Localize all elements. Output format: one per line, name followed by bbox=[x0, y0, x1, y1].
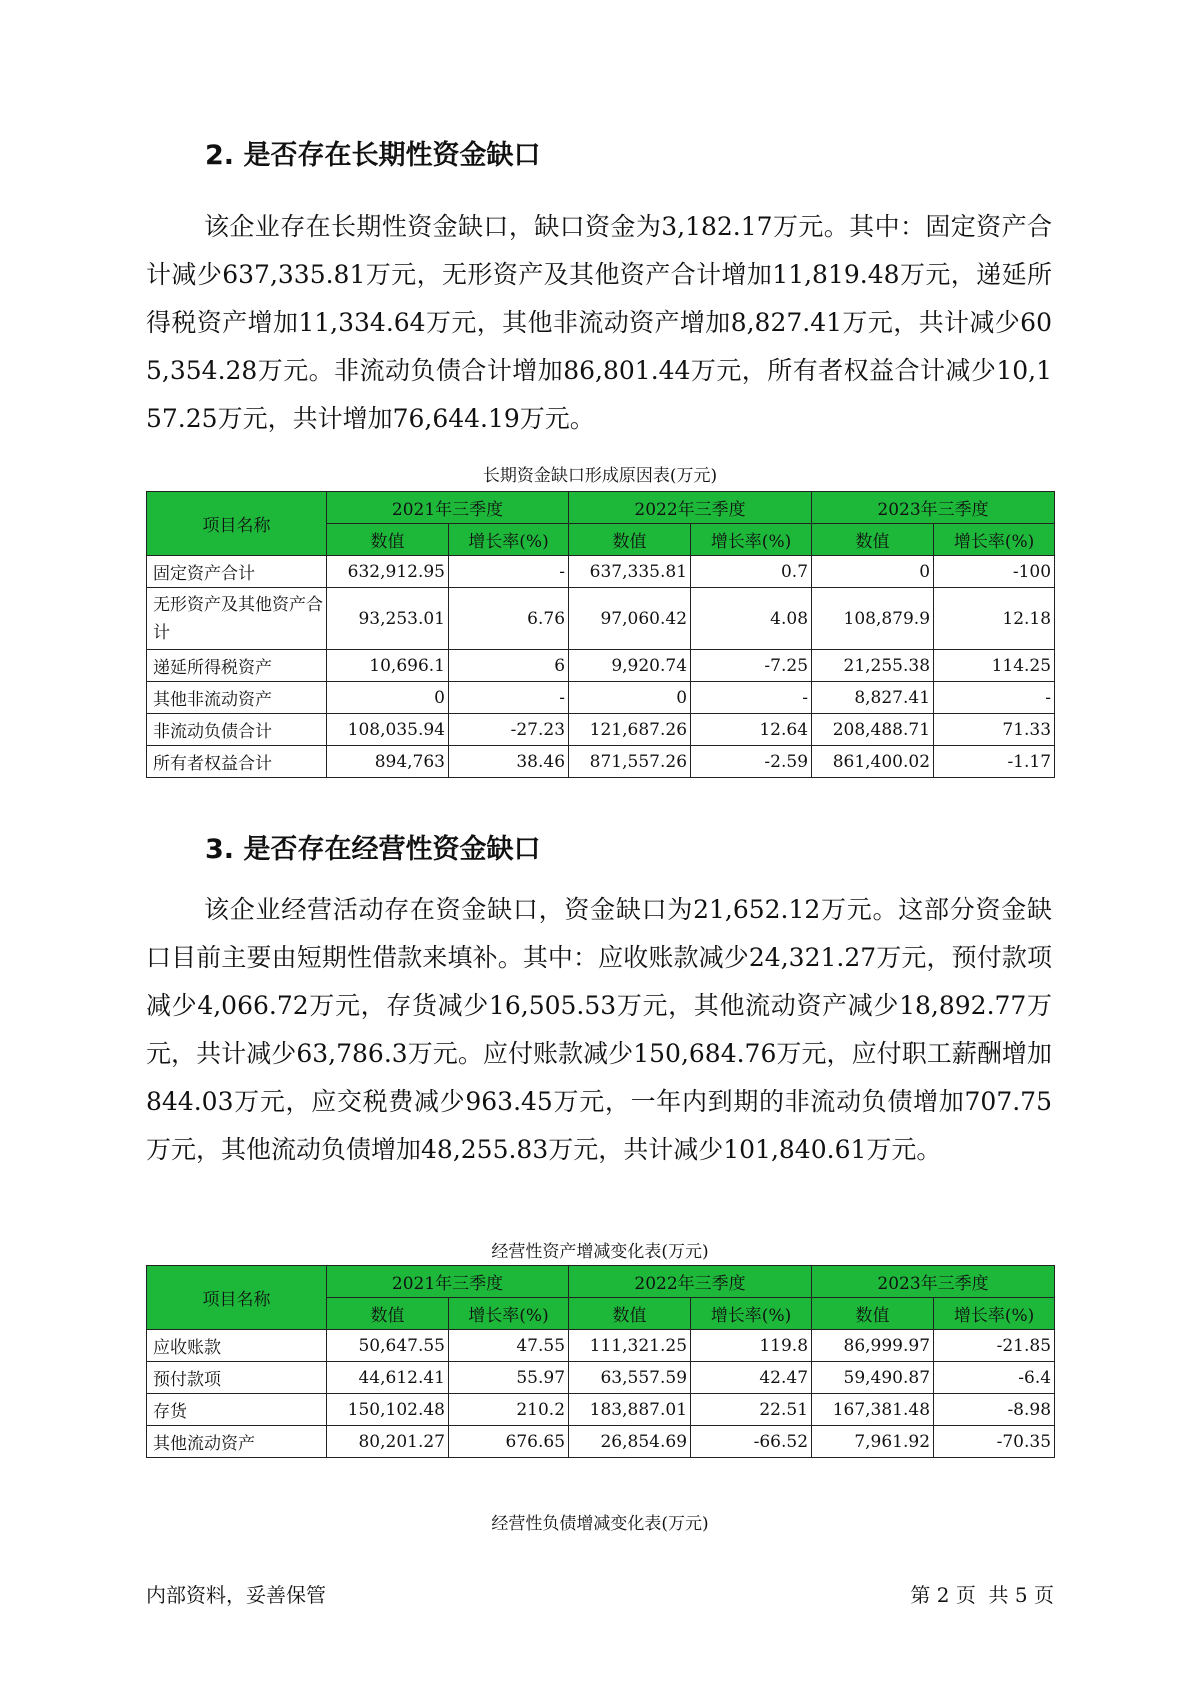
table-cell: 86,999.97 bbox=[812, 1330, 934, 1362]
table-cell: 97,060.42 bbox=[569, 588, 691, 650]
row-label: 固定资产合计 bbox=[147, 556, 327, 588]
header-project-name: 项目名称 bbox=[147, 1266, 327, 1330]
table-cell: 167,381.48 bbox=[812, 1394, 934, 1426]
table-cell: 183,887.01 bbox=[569, 1394, 691, 1426]
table-cell: 12.64 bbox=[691, 714, 812, 746]
table-cell: 22.51 bbox=[691, 1394, 812, 1426]
table-cell: 637,335.81 bbox=[569, 556, 691, 588]
table-cell: 63,557.59 bbox=[569, 1362, 691, 1394]
header-growth-rate: 增长率(%) bbox=[934, 1298, 1055, 1330]
table3-caption: 经营性负债增减变化表(万元) bbox=[491, 1514, 709, 1534]
table-cell: 42.47 bbox=[691, 1362, 812, 1394]
header-period: 2021年三季度 bbox=[327, 492, 569, 524]
section3-paragraph: 该企业经营活动存在资金缺口，资金缺口为21,652.12万元。这部分资金缺口目前主要由短期性借款来填补。其中：应收账款减少24,321.27万元，预付款项减少4,066.72万元，存货减少16,505.53万元，其他流动资产减少18,892.77万元，共计减少63,786.3万元。应付账款减少150,684.76万元，应付职工薪酬增加844.03万元，应交税费减少963.45万元，一年内到期的非流动负债增加707.75万元，其他流动负债增加48,255.83万元，共计减少101,840.61万元。 bbox=[146, 895, 1052, 1164]
table1 bbox=[146, 491, 1055, 778]
header-growth-rate: 增长率(%) bbox=[934, 524, 1055, 556]
table-row bbox=[147, 556, 1055, 588]
table-cell: 0 bbox=[327, 682, 449, 714]
table-cell: - bbox=[691, 682, 812, 714]
table-cell: 7,961.92 bbox=[812, 1426, 934, 1458]
table-cell: 676.65 bbox=[449, 1426, 569, 1458]
table-cell: 210.2 bbox=[449, 1394, 569, 1426]
table-cell: 111,321.25 bbox=[569, 1330, 691, 1362]
table-row bbox=[147, 588, 1055, 650]
table-cell: 4.08 bbox=[691, 588, 812, 650]
table2-caption: 经营性资产增减变化表(万元) bbox=[491, 1242, 709, 1262]
table-cell: 6.76 bbox=[449, 588, 569, 650]
section3-heading: 3. 是否存在经营性资金缺口 bbox=[205, 834, 541, 865]
table-cell: 71.33 bbox=[934, 714, 1055, 746]
header-value: 数值 bbox=[327, 524, 449, 556]
table-row bbox=[147, 1394, 1055, 1426]
table-cell: -66.52 bbox=[691, 1426, 812, 1458]
row-label: 无形资产及其他资产合计 bbox=[147, 588, 327, 650]
table-cell: 9,920.74 bbox=[569, 650, 691, 682]
footer-page-number: 第 2 页 共 5 页 bbox=[910, 1583, 1054, 1607]
table-cell: 861,400.02 bbox=[812, 746, 934, 778]
table-cell: -6.4 bbox=[934, 1362, 1055, 1394]
table-cell: 80,201.27 bbox=[327, 1426, 449, 1458]
table-cell: - bbox=[449, 556, 569, 588]
row-label: 非流动负债合计 bbox=[147, 714, 327, 746]
table-cell: 47.55 bbox=[449, 1330, 569, 1362]
table-cell: 55.97 bbox=[449, 1362, 569, 1394]
table-cell: 150,102.48 bbox=[327, 1394, 449, 1426]
header-value: 数值 bbox=[569, 524, 691, 556]
table-cell: 894,763 bbox=[327, 746, 449, 778]
header-growth-rate: 增长率(%) bbox=[691, 524, 812, 556]
header-value: 数值 bbox=[327, 1298, 449, 1330]
table-cell: 108,879.9 bbox=[812, 588, 934, 650]
row-label: 递延所得税资产 bbox=[147, 650, 327, 682]
table-cell: 50,647.55 bbox=[327, 1330, 449, 1362]
header-project-name: 项目名称 bbox=[147, 492, 327, 556]
header-growth-rate: 增长率(%) bbox=[449, 524, 569, 556]
table-row bbox=[147, 714, 1055, 746]
table-cell: 114.25 bbox=[934, 650, 1055, 682]
header-period: 2022年三季度 bbox=[569, 492, 812, 524]
table-cell: -1.17 bbox=[934, 746, 1055, 778]
table-row bbox=[147, 650, 1055, 682]
header-period: 2023年三季度 bbox=[812, 1266, 1055, 1298]
header-value: 数值 bbox=[569, 1298, 691, 1330]
table-cell: 10,696.1 bbox=[327, 650, 449, 682]
table-cell: - bbox=[934, 682, 1055, 714]
table-cell: 0 bbox=[569, 682, 691, 714]
table-cell: -100 bbox=[934, 556, 1055, 588]
section2-paragraph: 该企业存在长期性资金缺口，缺口资金为3,182.17万元。其中：固定资产合计减少637,335.81万元，无形资产及其他资产合计增加11,819.48万元，递延所得税资产增加11,334.64万元，其他非流动资产增加8,827.41万元，共计减少605,354.28万元。非流动负债合计增加86,801.44万元，所有者权益合计减少10,157.25万元，共计增加76,644.19万元。 bbox=[146, 212, 1052, 433]
header-growth-rate: 增长率(%) bbox=[691, 1298, 812, 1330]
header-value: 数值 bbox=[812, 524, 934, 556]
row-label: 预付款项 bbox=[147, 1362, 327, 1394]
table-cell: 108,035.94 bbox=[327, 714, 449, 746]
table-cell: 6 bbox=[449, 650, 569, 682]
row-label: 其他非流动资产 bbox=[147, 682, 327, 714]
table-cell: -27.23 bbox=[449, 714, 569, 746]
table-cell: 12.18 bbox=[934, 588, 1055, 650]
table-cell: 8,827.41 bbox=[812, 682, 934, 714]
table-cell: 38.46 bbox=[449, 746, 569, 778]
table-row bbox=[147, 1426, 1055, 1458]
row-label: 存货 bbox=[147, 1394, 327, 1426]
table1-caption: 长期资金缺口形成原因表(万元) bbox=[482, 466, 718, 486]
table-cell: 208,488.71 bbox=[812, 714, 934, 746]
header-period: 2022年三季度 bbox=[569, 1266, 812, 1298]
table-row bbox=[147, 682, 1055, 714]
table-cell: 93,253.01 bbox=[327, 588, 449, 650]
table-cell: 26,854.69 bbox=[569, 1426, 691, 1458]
table-cell: 632,912.95 bbox=[327, 556, 449, 588]
table2 bbox=[146, 1265, 1055, 1458]
table-cell: 0.7 bbox=[691, 556, 812, 588]
header-period: 2021年三季度 bbox=[327, 1266, 569, 1298]
row-label: 应收账款 bbox=[147, 1330, 327, 1362]
table-cell: 871,557.26 bbox=[569, 746, 691, 778]
footer-left: 内部资料，妥善保管 bbox=[146, 1583, 326, 1607]
table-cell: 59,490.87 bbox=[812, 1362, 934, 1394]
section2-heading: 2. 是否存在长期性资金缺口 bbox=[205, 140, 541, 171]
table-cell: -7.25 bbox=[691, 650, 812, 682]
table-cell: -70.35 bbox=[934, 1426, 1055, 1458]
table-row bbox=[147, 746, 1055, 778]
table-row bbox=[147, 1362, 1055, 1394]
table-cell: 121,687.26 bbox=[569, 714, 691, 746]
table-cell: 0 bbox=[812, 556, 934, 588]
table-row bbox=[147, 1330, 1055, 1362]
table-cell: 44,612.41 bbox=[327, 1362, 449, 1394]
row-label: 所有者权益合计 bbox=[147, 746, 327, 778]
table-cell: -21.85 bbox=[934, 1330, 1055, 1362]
table-cell: 21,255.38 bbox=[812, 650, 934, 682]
table-cell: -2.59 bbox=[691, 746, 812, 778]
table-cell: 119.8 bbox=[691, 1330, 812, 1362]
table-cell: -8.98 bbox=[934, 1394, 1055, 1426]
table-cell: - bbox=[449, 682, 569, 714]
header-period: 2023年三季度 bbox=[812, 492, 1055, 524]
header-value: 数值 bbox=[812, 1298, 934, 1330]
header-growth-rate: 增长率(%) bbox=[449, 1298, 569, 1330]
row-label: 其他流动资产 bbox=[147, 1426, 327, 1458]
